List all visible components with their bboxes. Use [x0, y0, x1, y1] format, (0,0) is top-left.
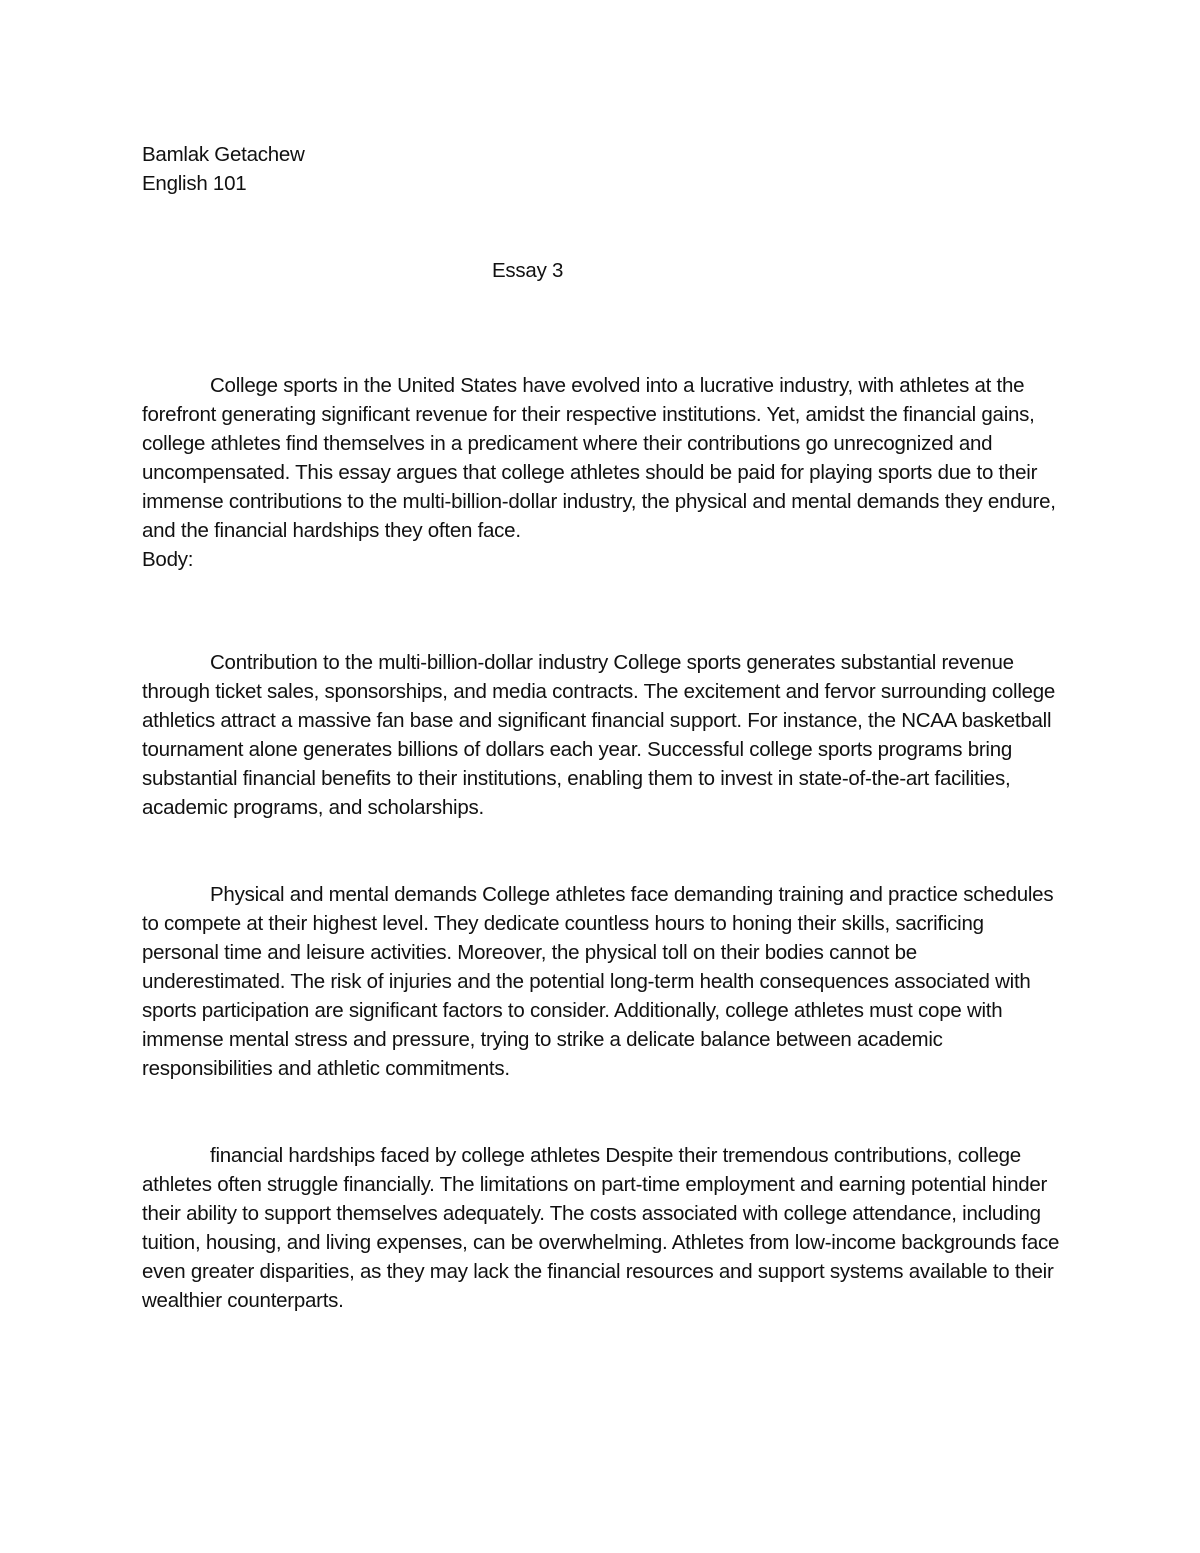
body-label: Body:: [142, 548, 194, 571]
paragraph-demands: Physical and mental demands College athletes face demanding training and practice schedules to compete at their highest level. They dedicate countless hours to honing their skills, sacrificing personal time and leisure activities. Moreover, the physical toll on their bodies cannot be underestimated. The risk of injuries and the potential long-term health consequences associated with sports participation are significant factors to consider. Additionally, college athletes must cope with immense mental stress and pressure, trying to strike a delicate balance between academic responsibilities and athletic commitments.: [142, 883, 1054, 1080]
paragraph-contribution: Contribution to the multi-billion-dollar industry College sports generates substantial revenue through ticket sales, sponsorships, and media contracts. The excitement and fervor surrounding college athletics attract a massive fan base and significant financial support. For instance, the NCAA basketball tournament alone generates billions of dollars each year. Successful college sports programs bring substantial financial benefits to their institutions, enabling them to invest in state-of-the-art facilities, academic programs, and scholarships.: [142, 651, 1056, 819]
document-content: [142, 140, 1062, 1315]
paragraph-financial-hardships: financial hardships faced by college athletes Despite their tremendous contributions, college athletes often struggle financially. The limitations on part-time employment and earning potential hinder their ability to support themselves adequately. The costs associated with college attendance, including tuition, housing, and living expenses, can be overwhelming. Athletes from low-income backgrounds face even greater disparities, as they may lack the financial resources and support systems available to their wealthier counterparts.: [142, 1144, 1060, 1312]
paragraph-introduction: College sports in the United States have evolved into a lucrative industry, with athletes at the forefront generating significant revenue for their respective institutions. Yet, amidst the financial gains, college athletes find themselves in a predicament where their contributions go unrecognized and uncompensated. This essay argues that college athletes should be paid for playing sports due to their immense contributions to the multi-billion-dollar industry, the physical and mental demands they endure, and the financial hardships they often face.: [142, 374, 1056, 542]
author-name: Bamlak Getachew: [142, 143, 305, 166]
essay-title: Essay 3: [492, 259, 564, 282]
course-name: English 101: [142, 172, 247, 195]
